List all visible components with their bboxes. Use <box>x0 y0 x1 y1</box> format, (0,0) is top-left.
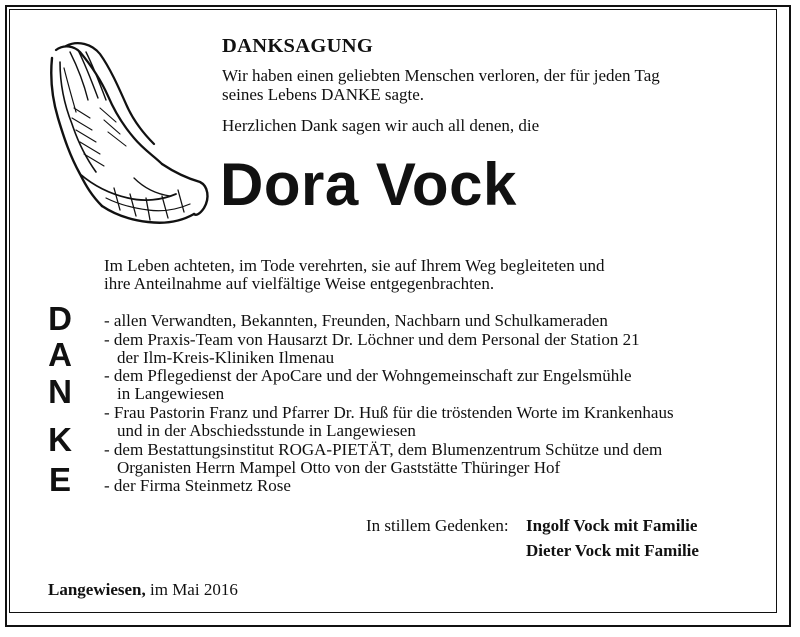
thanks-line: - der Firma Steinmetz Rose <box>104 476 291 495</box>
danke-letter: A <box>48 336 72 373</box>
date: im Mai 2016 <box>150 580 238 599</box>
thanks-line: und in der Abschiedsstunde in Langewiesen <box>117 421 416 440</box>
thanks-line: Organisten Herrn Mampel Otto von der Gaststätte Thüringer Hof <box>117 458 561 477</box>
place: Langewiesen, <box>48 580 146 599</box>
signer-2: Dieter Vock mit Familie <box>526 541 699 560</box>
danke-letter: N <box>48 373 72 410</box>
signature-prefix: In stillem Gedenken: <box>366 516 509 535</box>
thanks-line: in Langewiesen <box>117 384 225 403</box>
deceased-name: Dora Vock <box>220 151 517 218</box>
title-danksagung: DANKSAGUNG <box>222 35 374 57</box>
thanks-line: der Ilm-Kreis-Kliniken Ilmenau <box>117 348 335 367</box>
intro-line-3: Herzlichen Dank sagen wir auch all denen, die <box>222 116 540 135</box>
thanks-line: - dem Bestattungsinstitut ROGA-PIETÄT, dem Blumenzentrum Schütze und dem <box>104 440 663 459</box>
tribute-line-2: ihre Anteilnahme auf vielfältige Weise entgegenbrachten. <box>104 274 495 293</box>
tribute-line-1: Im Leben achteten, im Tode verehrten, sie auf Ihrem Weg begleiteten und <box>104 256 605 275</box>
praying-hands-icon <box>44 38 214 228</box>
danke-letter: K <box>48 421 72 458</box>
thanks-line: - dem Pflegedienst der ApoCare und der Wohngemeinschaft zur Engelsmühle <box>104 366 632 385</box>
place-date <box>48 580 238 599</box>
intro-line-2: seines Lebens DANKE sagte. <box>222 85 425 104</box>
thanks-line: - allen Verwandten, Bekannten, Freunden, Nachbarn und Schulkameraden <box>104 311 608 330</box>
intro-line-1: Wir haben einen geliebten Menschen verloren, der für jeden Tag <box>222 66 660 85</box>
danke-letter: E <box>48 461 71 498</box>
thanks-line: - Frau Pastorin Franz und Pfarrer Dr. Huß für die tröstenden Worte im Krankenhaus <box>104 403 674 422</box>
danke-letter: D <box>48 300 72 337</box>
thanks-line: - dem Praxis-Team von Hausarzt Dr. Löchner und dem Personal der Station 21 <box>104 330 640 349</box>
signer-1: Ingolf Vock mit Familie <box>526 516 698 535</box>
